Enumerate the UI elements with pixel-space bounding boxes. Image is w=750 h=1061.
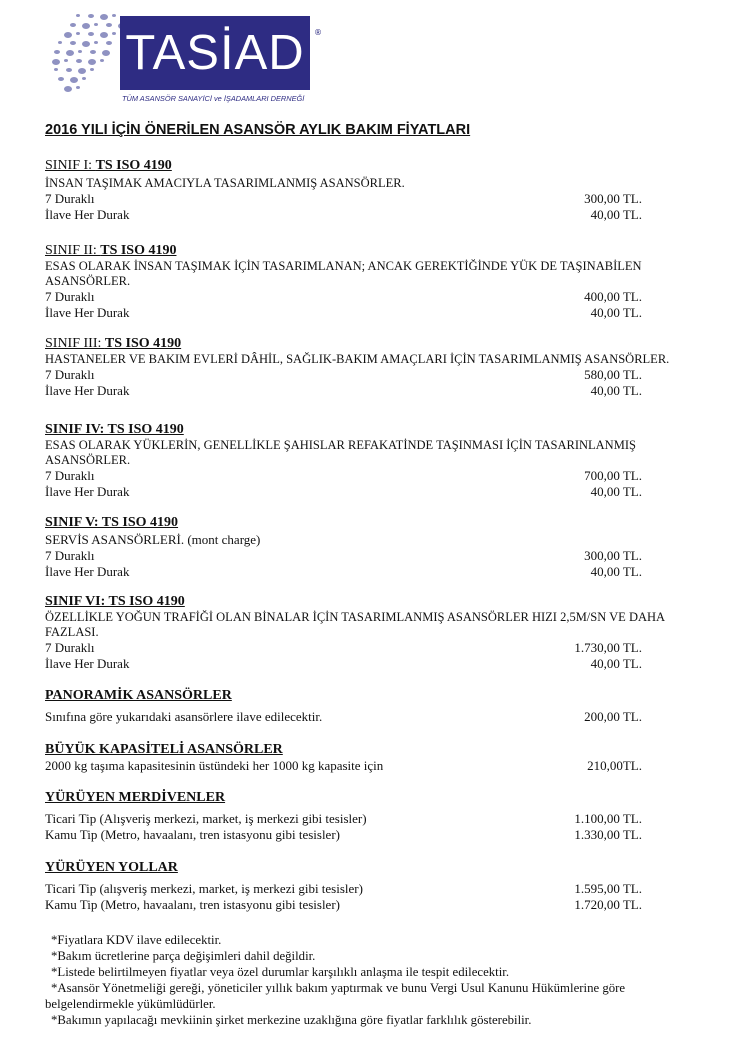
- escalators-section: [45, 789, 685, 843]
- footnote-item: *Fiyatlara KDV ilave edilecektir.: [51, 933, 222, 947]
- logo-dot: [82, 41, 90, 47]
- class-5-title: SINIF V: TS ISO 4190: [45, 515, 179, 530]
- logo-dot: [88, 59, 96, 65]
- tasiad-logo: [46, 10, 326, 103]
- row-price: 1.595,00 TL.: [574, 881, 642, 896]
- class-5-description: SERVİS ASANSÖRLERİ. (mont charge): [45, 532, 261, 547]
- high-capacity-title: BÜYÜK KAPASİTELİ ASANSÖRLER: [45, 742, 283, 757]
- class-6-title: SINIF VI: TS ISO 4190: [45, 594, 185, 609]
- class-4-title: SINIF IV: TS ISO 4190: [45, 422, 184, 437]
- logo-dot: [90, 68, 94, 71]
- logo-dot: [88, 14, 94, 18]
- class-1-description: İNSAN TAŞIMAK AMACIYLA TASARIMLANMIŞ ASANSÖRLER.: [45, 176, 405, 190]
- logo-dot: [106, 23, 112, 27]
- logo-dot: [94, 23, 98, 26]
- logo-dots-graphic: [46, 10, 126, 96]
- logo-dot: [54, 68, 58, 71]
- class-2-section: [45, 242, 685, 321]
- logo-dot: [106, 41, 112, 45]
- logo-dot: [70, 41, 76, 45]
- price-row: [45, 367, 685, 383]
- logo-dot: [64, 32, 72, 38]
- row-price: 300,00 TL.: [584, 191, 642, 206]
- row-price: 400,00 TL.: [584, 289, 642, 304]
- logo-dot: [100, 14, 108, 20]
- class-4-section: [45, 421, 685, 500]
- logo-wordmark: TASİAD: [120, 16, 310, 90]
- row-price: 200,00 TL.: [584, 709, 642, 724]
- footnote-item: *Listede belirtilmeyen fiyatlar veya özel durumlar karşılıklı anlaşma ile tespit edilecektir.: [51, 965, 510, 979]
- row-price: 700,00 TL.: [584, 468, 642, 483]
- row-price: 40,00 TL.: [590, 484, 642, 499]
- row-label: 7 Duraklı: [45, 640, 95, 655]
- row-price: 40,00 TL.: [590, 656, 642, 671]
- logo-dot: [90, 50, 96, 54]
- logo-dot: [100, 32, 108, 38]
- class-1-title: SINIF I: TS ISO 4190: [45, 158, 172, 173]
- class-1-section: [45, 157, 685, 223]
- price-row: [45, 289, 685, 305]
- document-title: 2016 YILI İÇİN ÖNERİLEN ASANSÖR AYLIK BAKIM FİYATLARI: [45, 122, 471, 138]
- row-price: 40,00 TL.: [590, 383, 642, 398]
- row-price: 1.100,00 TL.: [574, 811, 642, 826]
- row-label: 2000 kg taşıma kapasitesinin üstündeki her 1000 kg kapasite için: [45, 758, 384, 773]
- price-row: [45, 305, 685, 321]
- footnote-item: *Bakımın yapılacağı mevkiinin şirket merkezine uzaklığına göre fiyatlar farklılık gösterebilir.: [51, 1013, 532, 1027]
- price-row: [45, 191, 685, 207]
- class-2-title: SINIF II: TS ISO 4190: [45, 243, 177, 258]
- price-row: [45, 548, 685, 564]
- class-6-description: ÖZELLİKLE YOĞUN TRAFİĞİ OLAN BİNALAR İÇİN TASARIMLANMIŞ ASANSÖRLER HIZI 2,5M/SN VE DAHA FAZLASI.: [45, 610, 665, 639]
- logo-dot: [70, 77, 78, 83]
- price-row: [45, 564, 685, 580]
- high-capacity-section: [45, 741, 685, 774]
- price-row: [45, 640, 685, 656]
- footnote-item: *Asansör Yönetmeliği gereği, yöneticiler yıllık bakım yaptırmak ve bunu Vergi Usul Kanunu Hükümlerine göre belgelendirmekle yükümlüdürler.: [45, 981, 626, 1011]
- row-label: İlave Her Durak: [45, 207, 130, 222]
- logo-dot: [58, 41, 62, 44]
- logo-dot: [94, 41, 98, 44]
- row-label: İlave Her Durak: [45, 656, 130, 671]
- price-row: [45, 811, 685, 827]
- price-row: [45, 897, 685, 913]
- panoramic-title: PANORAMİK ASANSÖRLER: [45, 688, 232, 703]
- logo-dot: [82, 23, 90, 29]
- row-label: Ticari Tip (alışveriş merkezi, market, iş merkezi gibi tesisler): [45, 881, 363, 896]
- class-5-section: [45, 514, 685, 580]
- logo-dot: [52, 59, 60, 65]
- row-label: İlave Her Durak: [45, 383, 130, 398]
- logo-dot: [58, 77, 64, 81]
- logo-dot: [66, 68, 72, 72]
- logo-dot: [102, 50, 110, 56]
- price-row: [45, 207, 685, 223]
- walkways-section: [45, 859, 685, 913]
- price-row: [45, 709, 685, 725]
- logo-dot: [100, 59, 104, 62]
- logo-dot: [66, 50, 74, 56]
- row-label: 7 Duraklı: [45, 548, 95, 563]
- logo-dot: [112, 14, 116, 17]
- footnotes: [45, 932, 685, 1028]
- logo-dot: [76, 14, 80, 17]
- logo-dot: [78, 50, 82, 53]
- row-label: İlave Her Durak: [45, 305, 130, 320]
- row-price: 1.330,00 TL.: [574, 827, 642, 842]
- logo-dot: [88, 32, 94, 36]
- row-label: Ticari Tip (Alışveriş merkezi, market, iş merkezi gibi tesisler): [45, 811, 367, 826]
- class-3-title: SINIF III: TS ISO 4190: [45, 336, 182, 351]
- footnote-item: *Bakım ücretlerine parça değişimleri dahil değildir.: [51, 949, 316, 963]
- row-price: 1.720,00 TL.: [574, 897, 642, 912]
- price-row: [45, 383, 685, 399]
- row-price: 300,00 TL.: [584, 548, 642, 563]
- logo-dot: [76, 59, 82, 63]
- row-price: 40,00 TL.: [590, 305, 642, 320]
- row-price: 40,00 TL.: [590, 207, 642, 222]
- price-row: [45, 827, 685, 843]
- logo-dot: [76, 32, 80, 35]
- row-label: İlave Her Durak: [45, 484, 130, 499]
- row-label: 7 Duraklı: [45, 191, 95, 206]
- row-price: 210,00TL.: [587, 758, 642, 773]
- class-2-description: ESAS OLARAK İNSAN TAŞIMAK İÇİN TASARIMLANAN; ANCAK GEREKTİĞİNDE YÜK DE TAŞINABİLEN ASANSÖRLER.: [45, 259, 642, 288]
- logo-dot: [70, 23, 76, 27]
- panoramic-section: [45, 687, 685, 725]
- row-price: 1.730,00 TL.: [574, 640, 642, 655]
- row-label: Kamu Tip (Metro, havaalanı, tren istasyonu gibi tesisler): [45, 897, 340, 912]
- price-row: [45, 758, 685, 774]
- logo-subtitle: TÜM ASANSÖR SANAYİCİ ve İŞADAMLARI DERNEĞİ: [122, 94, 305, 103]
- row-label: Sınıfına göre yukarıdaki asansörlere ilave edilecektir.: [45, 709, 323, 724]
- logo-dot: [54, 50, 60, 54]
- logo-dot: [112, 32, 116, 35]
- walkways-title: YÜRÜYEN YOLLAR: [45, 860, 178, 875]
- logo-dot: [82, 77, 86, 80]
- logo-dot: [76, 86, 80, 89]
- class-4-description: ESAS OLARAK YÜKLERİN, GENELLİKLE ŞAHISLAR REFAKATİNDE TAŞINMASI İÇİN TASARINLANMIŞ ASANSÖRLER.: [45, 438, 636, 467]
- row-label: İlave Her Durak: [45, 564, 130, 579]
- row-label: 7 Duraklı: [45, 289, 95, 304]
- logo-dot: [64, 59, 68, 62]
- logo-dot: [78, 68, 86, 74]
- price-row: [45, 656, 685, 672]
- escalators-title: YÜRÜYEN MERDİVENLER: [45, 790, 226, 805]
- class-3-description: HASTANELER VE BAKIM EVLERİ DÂHİL, SAĞLIK-BAKIM AMAÇLARI İÇİN TASARIMLANMIŞ ASANSÖRLER.: [45, 352, 670, 366]
- row-label: Kamu Tip (Metro, havaalanı, tren istasyonu gibi tesisler): [45, 827, 340, 842]
- logo-dot: [64, 86, 72, 92]
- price-row: [45, 881, 685, 897]
- row-label: 7 Duraklı: [45, 367, 95, 382]
- row-price: 580,00 TL.: [584, 367, 642, 382]
- row-price: 40,00 TL.: [590, 564, 642, 579]
- class-6-section: [45, 593, 685, 672]
- price-row: [45, 468, 685, 484]
- class-3-section: [45, 335, 685, 399]
- row-label: 7 Duraklı: [45, 468, 95, 483]
- registered-mark: ®: [314, 28, 322, 37]
- price-row: [45, 484, 685, 500]
